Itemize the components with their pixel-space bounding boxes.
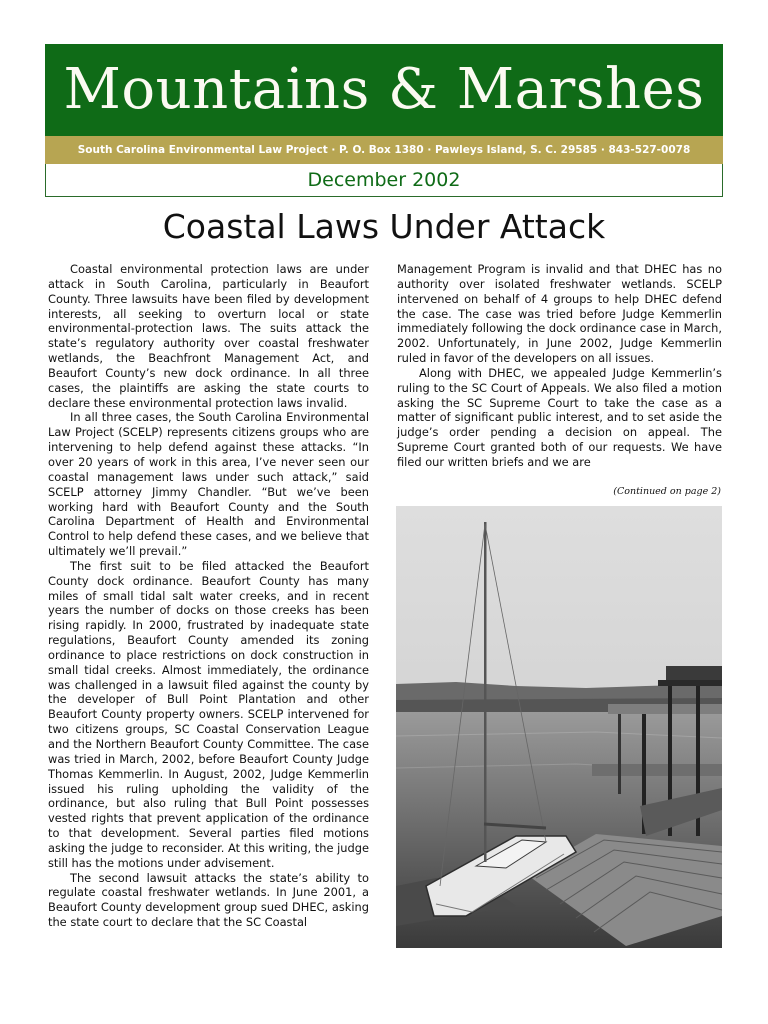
sailboat-at-dock-photo bbox=[396, 506, 722, 948]
article-paragraph: Management Program is invalid and that DHEC has no authority over isolated freshwater wetlands. SCELP intervened on behalf of 4 groups to help DHEC defend the case. The case was tried before Judge Kemmerlin immediately following the dock ordinance case in March, 2002. Unfortunately, in June 2002, Judge Kemmerlin ruled in favor of the developers on all issues. bbox=[397, 262, 722, 366]
article-paragraph: In all three cases, the South Carolina Environmental Law Project (SCELP) represents citizens groups who are intervening to help defend against these attacks. “In over 20 years of work in this area, I’ve never seen our coastal management laws under such attack,” said SCELP attorney Jimmy Chandler. “But we’ve been working hard with Beaufort County and the South Carolina Department of Health and Environmental Control to help defend these cases, and we believe that ultimately we’ll prevail.” bbox=[48, 410, 369, 559]
organization-address: South Carolina Environmental Law Project · P. O. Box 1380 · Pawleys Island, S. C. 29585 · 843-527-0078 bbox=[77, 144, 691, 156]
article-paragraph: Coastal environmental protection laws are under attack in South Carolina, particularly in Beaufort County. Three lawsuits have been filed by development interests, all seeking to overturn local or state environmental-protection laws. The suits attack the state’s regulatory authority over coastal freshwater wetlands, the Beachfront Management Act, and Beaufort County’s new dock ordinance. In all three cases, the plaintiffs are asking the state courts to declare these environmental protection laws invalid. bbox=[48, 262, 369, 410]
article-paragraph: The first suit to be filed attacked the Beaufort County dock ordinance. Beaufort County has many miles of small tidal salt water creeks, and in recent years the number of docks on those creeks has been rising rapidly. In 2000, frustrated by inadequate state regulations, Beaufort County amended its zoning ordinance to place restrictions on dock construction in small tidal creeks. Almost immediately, the ordinance was challenged in a lawsuit filed against the county by the developer of Bull Point Plantation and other Beaufort County property owners. SCELP intervened for two citizens groups, SC Coastal Conservation League and the Northern Beaufort County Committee. The case was tried in March, 2002, before Beaufort County Judge Thomas Kemmerlin. In August, 2002, Judge Kemmerlin issued his ruling upholding the validity of the ordinance, but also ruling that Bull Point possesses vested rights that prevent application of the ordinance to that development. Several parties filed motions asking the judge to reconsider. At this writing, the judge still has the motions under advisement. bbox=[48, 558, 369, 870]
article-paragraph: The second lawsuit attacks the state’s ability to regulate coastal freshwater wetlands. In June 2001, a Beaufort County development group sued DHEC, asking the state court to declare that the SC Coastal bbox=[48, 870, 369, 930]
article-column-right bbox=[397, 262, 722, 470]
issue-date: December 2002 bbox=[307, 169, 461, 191]
article-headline: Coastal Laws Under Attack bbox=[162, 207, 606, 246]
masthead-banner bbox=[45, 44, 723, 136]
newsletter-title: Mountains & Marshes bbox=[63, 57, 705, 122]
article-paragraph: Along with DHEC, we appealed Judge Kemmerlin’s ruling to the SC Court of Appeals. We also filed a motion asking the SC Supreme Court to take the case as a matter of significant public interest, and to set aside the judge’s order pending a decision on appeal. The Supreme Court granted both of our requests. We have filed our written briefs and we are bbox=[397, 365, 722, 469]
article-column-left bbox=[48, 262, 369, 930]
address-bar bbox=[45, 136, 723, 164]
continued-note: (Continued on page 2) bbox=[613, 486, 721, 497]
issue-date-box bbox=[45, 164, 723, 197]
